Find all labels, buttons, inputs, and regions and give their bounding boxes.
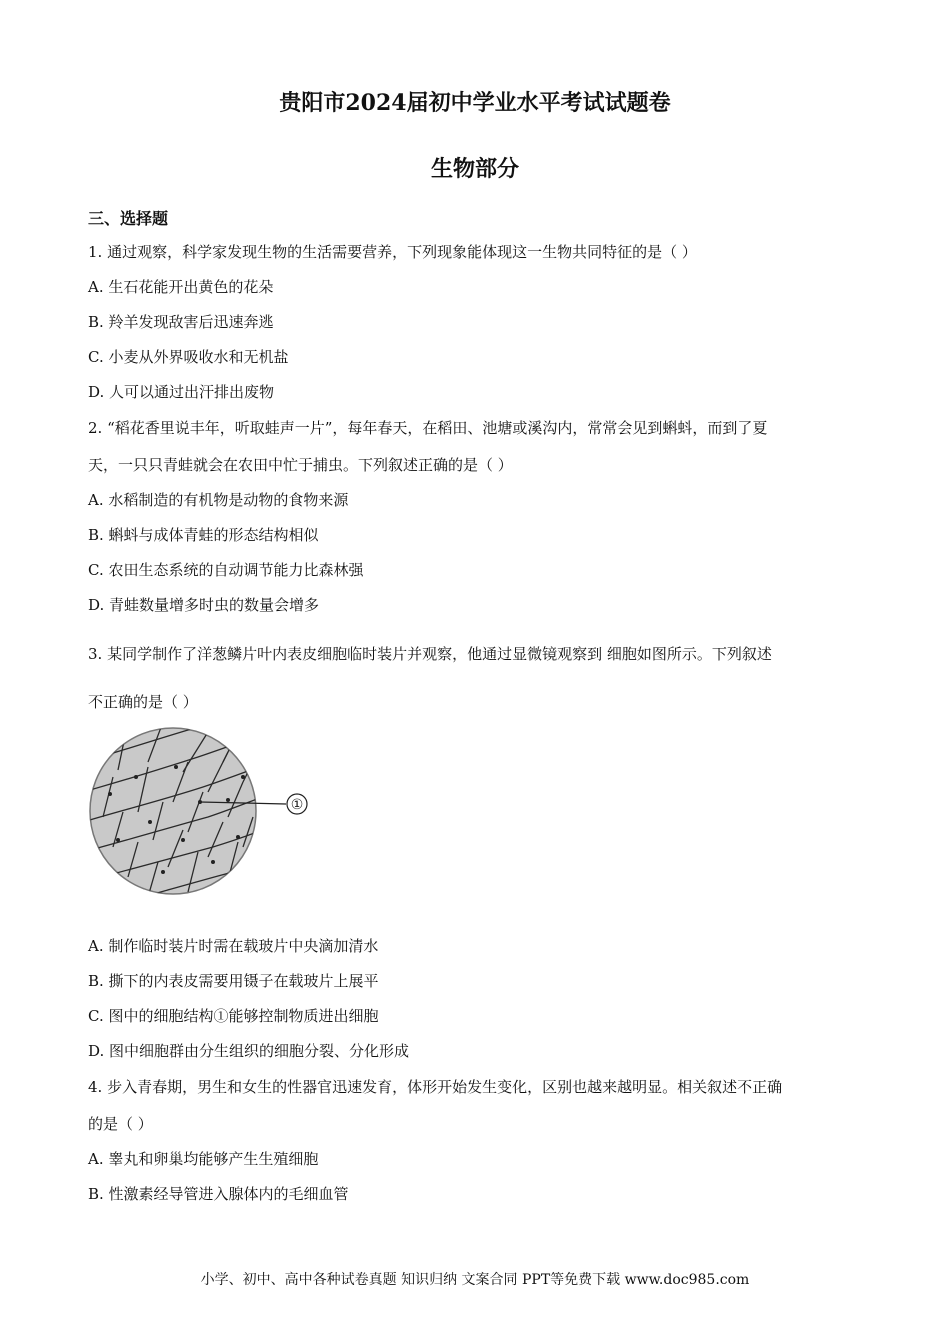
question-3-stem-line-2: 不正确的是（ ） [88, 693, 198, 711]
question-3-stem-line-1: 3. 某同学制作了洋葱鳞片叶内表皮细胞临时装片并观察，他通过显微镜观察到 细胞如图所示。下列叙述 [88, 645, 772, 663]
figure-label: ① [290, 797, 304, 813]
question-2-option-d: D. 青蛙数量增多时虫的数量会增多 [88, 596, 320, 614]
question-1-option-d: D. 人可以通过出汗排出废物 [88, 383, 275, 401]
question-2-option-a: A. 水稻制造的有机物是动物的食物来源 [88, 491, 349, 509]
subject-title: 生物部分 [430, 156, 519, 182]
section-heading: 三、选择题 [88, 209, 169, 228]
question-2-stem-line-1: 2. “稻花香里说丰年，听取蛙声一片”，每年春天，在稻田、池塘或溪沟内，常常会见到蝌蚪，而到了夏 [88, 419, 768, 437]
question-2-option-b: B. 蝌蚪与成体青蛙的形态结构相似 [88, 526, 319, 544]
question-3-option-a: A. 制作临时装片时需在载玻片中央滴加清水 [88, 937, 379, 955]
question-1-option-a: A. 生石花能开出黄色的花朵 [88, 278, 274, 296]
question-4-stem-line-2: 的是（ ） [88, 1115, 153, 1133]
onion-cell-micrograph [88, 722, 318, 900]
question-2-option-c: C. 农田生态系统的自动调节能力比森林强 [88, 561, 364, 579]
question-1-option-c: C. 小麦从外界吸收水和无机盐 [88, 348, 289, 366]
question-4-option-a: A. 睾丸和卵巢均能够产生生殖细胞 [88, 1150, 319, 1168]
question-3-option-c: C. 图中的细胞结构①能够控制物质进出细胞 [88, 1007, 379, 1025]
question-1-option-b: B. 羚羊发现敌害后迅速奔逃 [88, 313, 274, 331]
question-3-option-d: D. 图中细胞群由分生组织的细胞分裂、分化形成 [88, 1042, 410, 1060]
question-4-stem-line-1: 4. 步入青春期，男生和女生的性器官迅速发育，体形开始发生变化，区别也越来越明显。相关叙述不正确 [88, 1078, 783, 1096]
question-2-stem-line-2: 天，一只只青蛙就会在农田中忙于捕虫。下列叙述正确的是（ ） [88, 456, 513, 474]
question-1-stem: 1. 通过观察，科学家发现生物的生活需要营养，下列现象能体现这一生物共同特征的是（ ） [88, 243, 697, 261]
document-title: 贵阳市2024届初中学业水平考试试题卷 [279, 90, 671, 116]
page-footer: 小学、初中、高中各种试卷真题 知识归纳 文案合同 PPT等免费下载 www.doc985.com [200, 1272, 750, 1288]
question-3-option-b: B. 撕下的内表皮需要用镊子在载玻片上展平 [88, 972, 379, 990]
question-4-option-b: B. 性激素经导管进入腺体内的毛细血管 [88, 1185, 349, 1203]
